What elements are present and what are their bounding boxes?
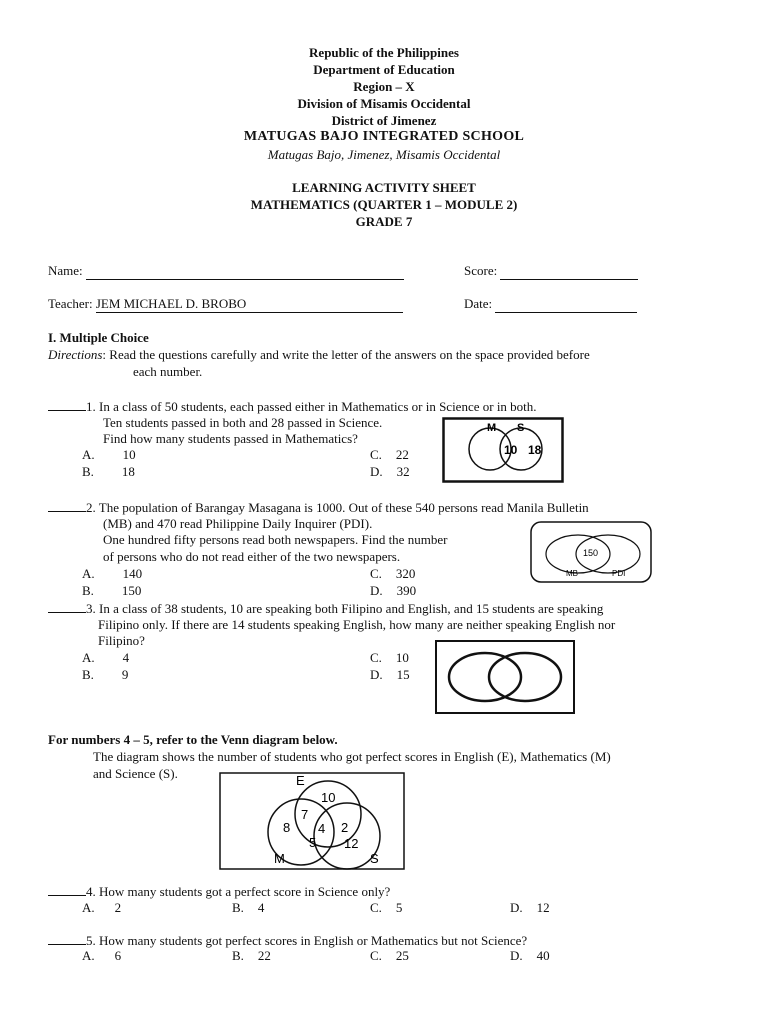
q2-circle-mb — [546, 535, 610, 573]
q1-label-m: M — [487, 422, 497, 434]
directions-text-2: each number. — [133, 364, 203, 379]
q5-option-b: B. 22 — [232, 948, 271, 963]
q2-both-value: 150 — [583, 548, 599, 558]
q3-option-c: C. 10 — [370, 650, 409, 665]
score-field — [464, 263, 638, 280]
grade-title: GRADE 7 — [355, 214, 413, 229]
q45-venn-diagram — [219, 772, 405, 870]
q4-option-a: A. 2 — [82, 900, 122, 915]
question-4 — [48, 883, 390, 900]
name-label: Name: — [48, 263, 83, 278]
q2-venn-diagram — [530, 521, 652, 583]
question-3 — [48, 600, 603, 617]
answer-blank-3[interactable] — [48, 600, 86, 613]
q45-intro-line-2: and Science (S). — [93, 766, 178, 781]
school-address: Matugas Bajo, Jimenez, Misamis Occidental — [267, 147, 501, 162]
question-2-line-1: 2. The population of Barangay Masagana is 1000. Out of these 540 persons read Manila Bulletin — [86, 500, 589, 515]
teacher-value: JEM MICHAEL D. BROBO — [96, 296, 403, 313]
q3-option-a: A. 4 — [82, 650, 130, 665]
directions-text: : Read the questions carefully and write the letter of the answers on the space provided before — [102, 347, 590, 362]
question-1-line-2: Ten students passed in both and 28 passed in Science. — [103, 415, 383, 430]
venn-m-s: 5 — [309, 835, 317, 850]
q1-s-only-value: 18 — [528, 443, 542, 457]
answer-blank-5[interactable] — [48, 932, 86, 945]
school-name: MATUGAS BAJO INTEGRATED SCHOOL — [243, 129, 525, 144]
q5-option-c: C. 25 — [370, 948, 409, 963]
q1-label-s: S — [517, 422, 525, 434]
answer-blank-1[interactable] — [48, 398, 86, 411]
department-line: Department of Education — [313, 62, 455, 77]
section-heading: I. Multiple Choice — [48, 330, 149, 345]
name-blank[interactable] — [86, 263, 404, 280]
venn-m-only: 8 — [283, 820, 291, 835]
q2-label-pdi: PDI — [612, 569, 626, 578]
date-label: Date: — [464, 296, 493, 311]
teacher-label: Teacher: — [48, 296, 93, 311]
answer-blank-4[interactable] — [48, 883, 86, 896]
question-2-line-3: One hundred fifty persons read both newspapers. Find the number — [103, 532, 448, 547]
q1-both-value: 10 — [504, 443, 518, 457]
question-1-line-1: 1. In a class of 50 students, each passed either in Mathematics or in Science or in both. — [86, 399, 537, 414]
q1-option-c: C. 22 — [370, 447, 409, 462]
q1-venn-diagram — [442, 417, 564, 483]
question-3-line-2: Filipino only. If there are 14 students speaking English, how many are neither speaking English nor — [98, 617, 616, 632]
sheet-title: LEARNING ACTIVITY SHEET — [292, 180, 476, 195]
date-field — [464, 296, 637, 313]
q5-option-d: D. 40 — [510, 948, 550, 963]
q45-heading: For numbers 4 – 5, refer to the Venn diagram below. — [48, 732, 338, 747]
venn-e-s: 2 — [341, 820, 349, 835]
q1-venn-frame — [444, 419, 563, 482]
date-blank[interactable] — [495, 296, 637, 313]
question-4-text: 4. How many students got a perfect score in Science only? — [86, 884, 391, 899]
q2-option-c: C. 320 — [370, 566, 416, 581]
q2-option-b: B. 150 — [82, 583, 142, 598]
question-2-line-4: of persons who do not read either of the two newspapers. — [103, 549, 401, 564]
district-line: District of Jimenez — [331, 113, 437, 128]
q3-venn-diagram — [435, 640, 575, 714]
republic-line: Republic of the Philippines — [309, 45, 459, 60]
directions-label: Directions — [48, 347, 103, 362]
q1-option-a: A. 10 — [82, 447, 136, 462]
q2-label-mb: MB — [566, 569, 578, 578]
venn-e-m: 7 — [301, 807, 309, 822]
question-2 — [48, 499, 589, 516]
venn-label-m: M — [274, 851, 285, 866]
venn-label-s: S — [370, 851, 379, 866]
q4-option-c: C. 5 — [370, 900, 403, 915]
subject-title: MATHEMATICS (QUARTER 1 – MODULE 2) — [250, 197, 518, 212]
question-1-line-3: Find how many students passed in Mathematics? — [103, 431, 358, 446]
q2-option-a: A. 140 — [82, 566, 143, 581]
region-line: Region – X — [353, 79, 415, 94]
question-3-line-1: 3. In a class of 38 students, 10 are speaking both Filipino and English, and 15 students are speaking — [86, 601, 604, 616]
q3-circle-filipino — [449, 653, 521, 701]
q3-option-b: B. 9 — [82, 667, 129, 682]
q3-venn-frame — [436, 641, 574, 713]
q2-option-d: D. 390 — [370, 583, 417, 598]
venn-center: 4 — [318, 821, 326, 836]
q5-option-a: A. 6 — [82, 948, 122, 963]
q3-circle-english — [489, 653, 561, 701]
q1-option-d: D. 32 — [370, 464, 410, 479]
teacher-field — [48, 296, 403, 313]
score-label: Score: — [464, 263, 498, 278]
question-5-text: 5. How many students got perfect scores in English or Mathematics but not Science? — [86, 933, 528, 948]
directions — [48, 347, 590, 363]
venn-e-only: 10 — [321, 790, 336, 805]
division-line: Division of Misamis Occidental — [297, 96, 471, 111]
answer-blank-2[interactable] — [48, 499, 86, 512]
venn-label-e: E — [296, 773, 305, 788]
question-3-line-3: Filipino? — [98, 633, 145, 648]
q1-option-b: B. 18 — [82, 464, 135, 479]
question-1 — [48, 398, 537, 415]
q45-intro-line-1: The diagram shows the number of students who got perfect scores in English (E), Mathematics (M) — [93, 749, 611, 764]
q4-option-b: B. 4 — [232, 900, 265, 915]
q3-option-d: D. 15 — [370, 667, 410, 682]
name-field — [48, 263, 404, 280]
venn-s-only: 12 — [344, 836, 359, 851]
question-2-line-2: (MB) and 470 read Philippine Daily Inquirer (PDI). — [103, 516, 373, 531]
score-blank[interactable] — [500, 263, 638, 280]
question-5 — [48, 932, 527, 949]
q4-option-d: D. 12 — [510, 900, 550, 915]
